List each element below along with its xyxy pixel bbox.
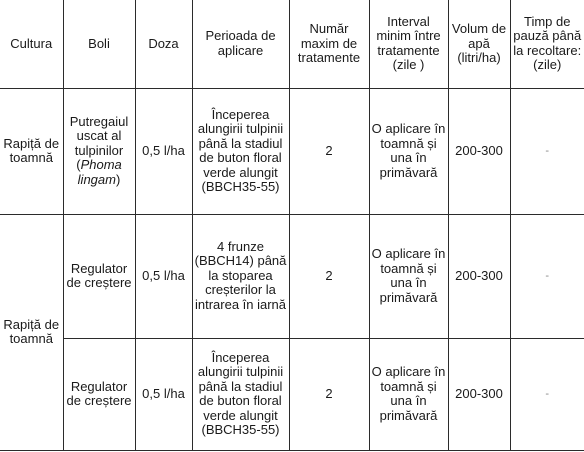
header-interval: Interval minim între tratamente (zile ) (369, 0, 448, 88)
cell-boli (63, 88, 135, 214)
header-cultura: Cultura (0, 0, 63, 88)
header-row (0, 0, 584, 88)
cell-doza: 0,5 l/ha (135, 338, 192, 450)
table-row (0, 214, 584, 338)
cell-doza: 0,5 l/ha (135, 214, 192, 338)
cell-interval: O aplicare în toamnă și una în primăvară (369, 214, 448, 338)
header-boli: Boli (63, 0, 135, 88)
cell-boli: Regulator de creștere (63, 338, 135, 450)
cell-perioada: 4 frunze (BBCH14) până la stoparea creșterilor la intrarea în iarnă (192, 214, 289, 338)
timp-dash: - (545, 270, 550, 283)
cell-interval: O aplicare în toamnă și una în primăvară (369, 338, 448, 450)
cell-numar: 2 (289, 88, 369, 214)
cell-perioada: Începerea alungirii tulpinii până la stadiul de buton floral verde alungit (BBCH35-55) (192, 88, 289, 214)
timp-dash: - (545, 388, 550, 401)
cell-cultura: Rapiță de toamnă (0, 88, 63, 214)
header-doza: Doza (135, 0, 192, 88)
cell-boli: Regulator de creștere (63, 214, 135, 338)
timp-dash: - (545, 145, 550, 158)
header-volum: Volum de apă (litri/ha) (448, 0, 510, 88)
cell-timp (510, 88, 584, 214)
header-perioada: Perioada de aplicare (192, 0, 289, 88)
table-row (0, 88, 584, 214)
boli-close-paren: ) (115, 171, 121, 187)
cell-interval: O aplicare în toamnă și una în primăvară (369, 88, 448, 214)
boli-text: Putregaiul uscat al tulpinilor ( (69, 113, 129, 173)
cell-numar: 2 (289, 338, 369, 450)
cell-volum: 200-300 (448, 338, 510, 450)
cell-volum: 200-300 (448, 214, 510, 338)
boli-latin-name: Phoma lingam (77, 157, 122, 187)
cell-perioada: Începerea alungirii tulpinii până la stadiul de buton floral verde alungit (BBCH35-55) (192, 338, 289, 450)
cell-cultura: Rapiță de toamnă (0, 214, 63, 450)
cell-timp (510, 214, 584, 338)
header-numar: Număr maxim de tratamente (289, 0, 369, 88)
cell-numar: 2 (289, 214, 369, 338)
cell-timp (510, 338, 584, 450)
cell-volum: 200-300 (448, 88, 510, 214)
table-row (0, 338, 584, 450)
header-timp: Timp de pauză până la recoltare: (zile) (510, 0, 584, 88)
cell-doza: 0,5 l/ha (135, 88, 192, 214)
